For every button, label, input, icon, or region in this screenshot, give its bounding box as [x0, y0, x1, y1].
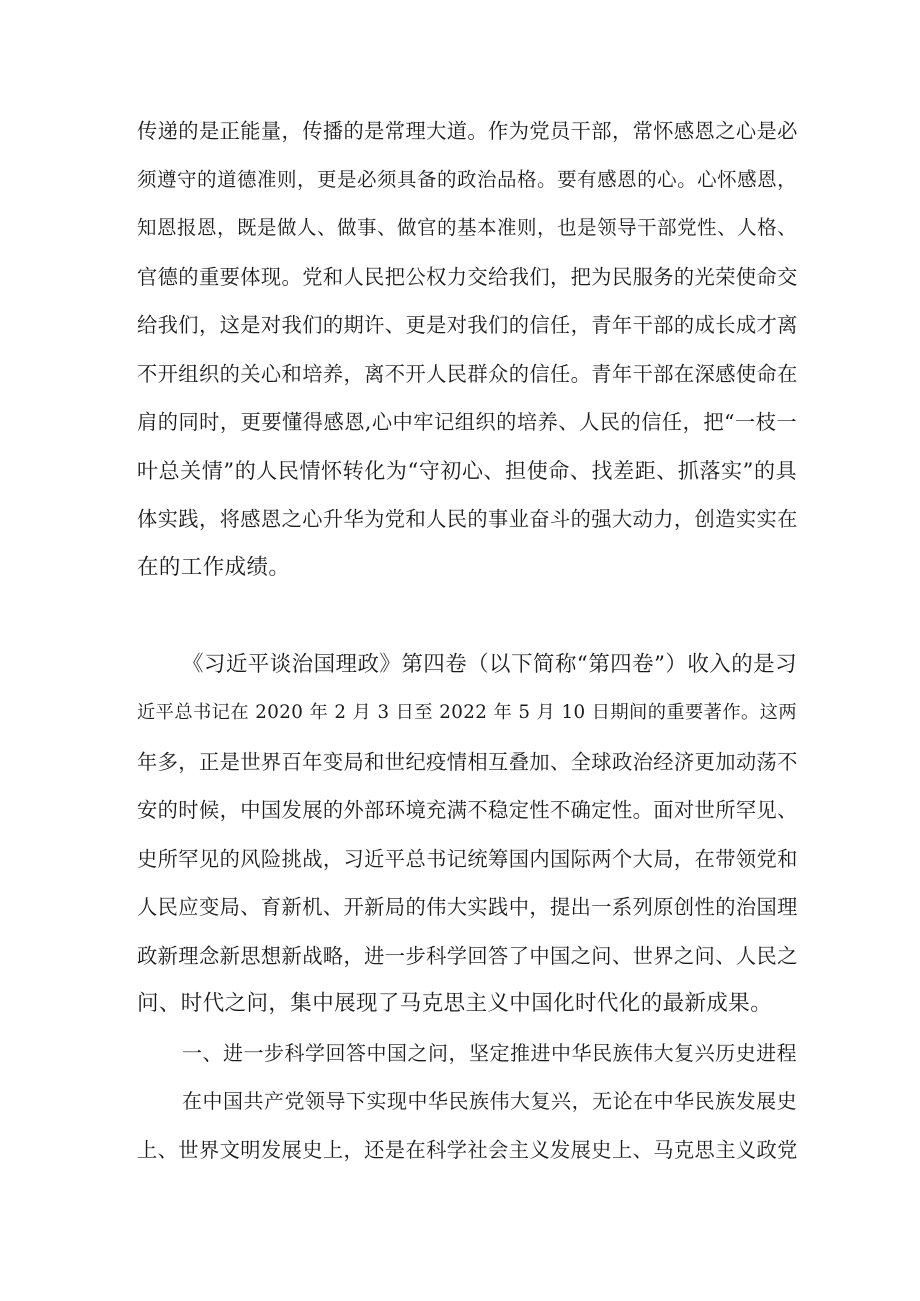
text-line: 官德的重要体现。党和人民把公权力交给我们，把为民服务的光荣使命交 — [137, 265, 798, 289]
text-line: 在中国共产党领导下实现中华民族伟大复兴，无论在中华民族发展史 — [182, 1089, 797, 1113]
text-line: 政新理念新思想新战略，进一步科学回答了中国之问、世界之问、人民之 — [137, 944, 798, 968]
text-line: 人民应变局、育新机、开新局的伟大实践中，提出一系列原创性的治国理 — [137, 895, 798, 919]
text-line: 知恩报恩，既是做人、做事、做官的基本准则，也是领导干部党性、人格、 — [137, 216, 797, 239]
text-line: 《习近平谈治国理政》第四卷（以下简称“第四卷”）收入的是习 — [182, 652, 797, 677]
text-line: 给我们，这是对我们的期许、更是对我们的信任，青年干部的成长成才离 — [137, 313, 798, 337]
text-line: 近平总书记在 2020 年 2 月 3 日至 2022 年 5 月 10 日期间的重要著作。这两 — [137, 702, 797, 723]
text-line: 上、世界文明发展史上，还是在科学社会主义发展史上、马克思主义政党 — [137, 1138, 798, 1162]
text-line: 叶总关情”的人民情怀转化为“守初心、担使命、找差距、抓落实”的具 — [137, 459, 797, 483]
text-line: 问、时代之问，集中展现了马克思主义中国化时代化的最新成果。 — [137, 991, 773, 1016]
text-line: 传递的是正能量，传播的是常理大道。作为党员干部，常怀感恩之心是必 — [137, 119, 798, 143]
text-line: 史所罕见的风险挑战，习近平总书记统筹国内国际两个大局，在带领党和 — [137, 847, 798, 871]
text-line: 安的时候，中国发展的外部环境充满不稳定性不确定性。面对世所罕见、 — [137, 798, 798, 822]
text-line: 须遵守的道德准则，更是必须具备的政治品格。要有感恩的心。心怀感恩， — [137, 168, 797, 191]
text-line: 年多，正是世界百年变局和世纪疫情相互叠加、全球政治经济更加动荡不 — [137, 750, 798, 774]
text-line: 肩的同时，更要懂得感恩,心中牢记组织的培养、人民的信任，把“一枝一 — [137, 410, 797, 434]
text-line: 不开组织的关心和培养，离不开人民群众的信任。青年干部在深感使命在 — [137, 362, 798, 386]
text-line: 一、进一步科学回答中国之问，坚定推进中华民族伟大复兴历史进程 — [182, 1041, 797, 1065]
text-line: 体实践，将感恩之心升华为党和人民的事业奋斗的强大动力，创造实实在 — [137, 507, 798, 531]
text-line: 在的工作成绩。 — [137, 555, 291, 580]
